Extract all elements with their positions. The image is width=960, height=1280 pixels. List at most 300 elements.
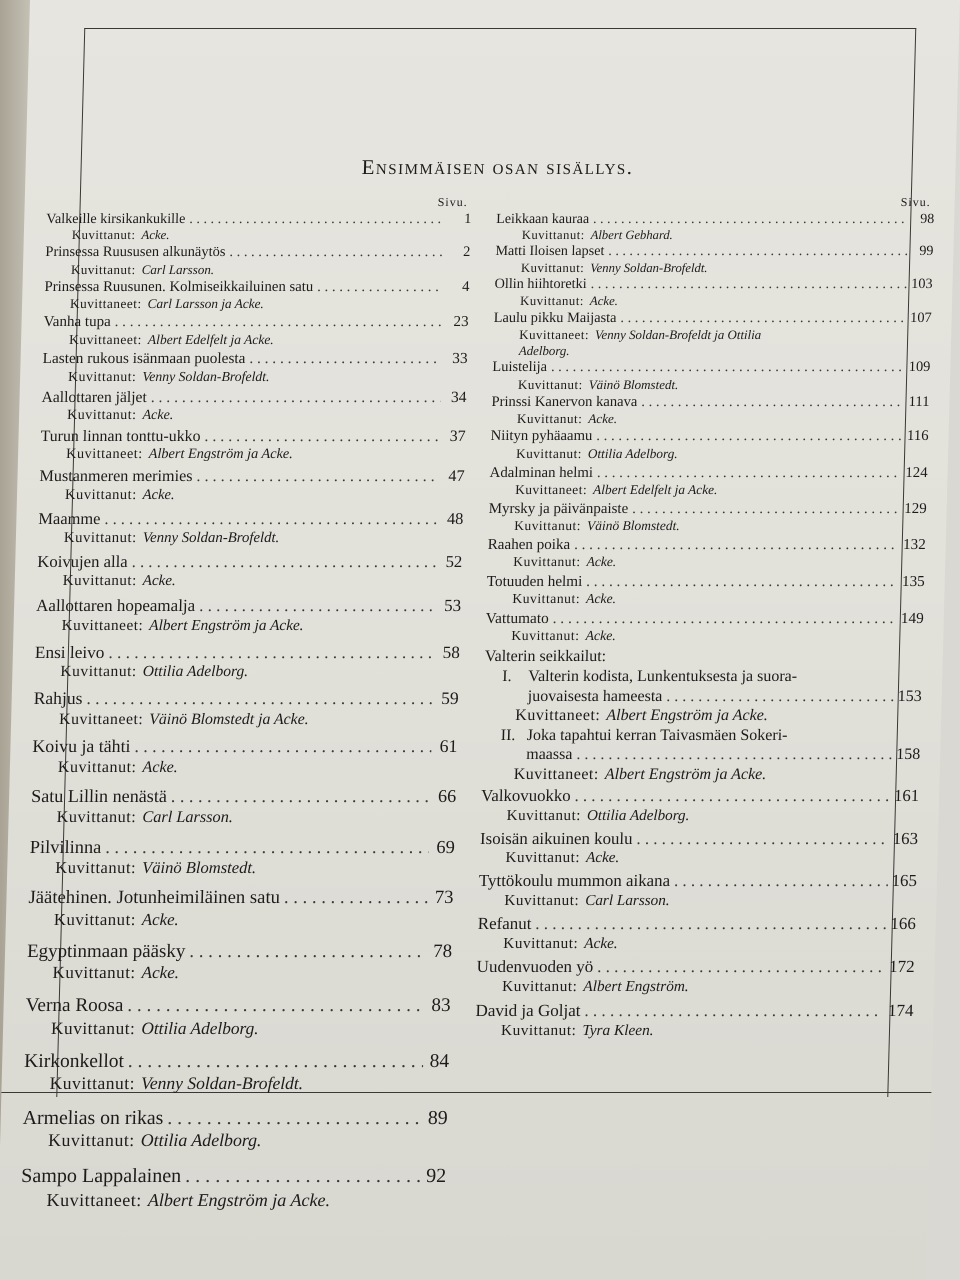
leader-dots bbox=[189, 211, 445, 228]
entry-title: Kirkonkellot bbox=[23, 1050, 125, 1072]
toc-entry bbox=[493, 310, 932, 359]
entry-title: Ensi leivo bbox=[34, 642, 105, 662]
illustrator-names: Albert Edelfelt ja Acke. bbox=[147, 331, 274, 347]
illustrator-label: Kuvittanut: bbox=[515, 446, 583, 462]
entry-title: Ollin hiihtoretki bbox=[494, 276, 587, 293]
illustrator-label: Kuvittanut: bbox=[70, 261, 136, 277]
illustrator-line bbox=[39, 487, 464, 505]
page-number: 129 bbox=[904, 500, 927, 517]
toc-entry bbox=[32, 736, 458, 777]
illustrator-names: Venny Soldan-Brofeldt. bbox=[142, 530, 280, 547]
entry-title: Isoisän aikuinen koulu bbox=[479, 828, 633, 848]
illustrator-names: Venny Soldan-Brofeldt. bbox=[142, 368, 270, 384]
entry-title: Egyptinmaan pääsky bbox=[26, 941, 186, 963]
illustrator-line bbox=[488, 518, 926, 534]
illustrator-label: Kuvittanut: bbox=[66, 406, 137, 423]
toc-entry bbox=[479, 828, 918, 868]
illustrator-label: Kuvittaneet: bbox=[69, 296, 142, 312]
illustrator-label: Kuvittanut: bbox=[514, 517, 582, 533]
entry-title: Koivu ja tähti bbox=[32, 736, 131, 756]
illustrator-names: Acke. bbox=[588, 411, 618, 427]
illustrator-label: Kuvittanut: bbox=[505, 849, 581, 867]
leader-dots bbox=[189, 940, 426, 963]
illustrator-line bbox=[496, 228, 934, 243]
illustrator-line bbox=[34, 663, 459, 682]
entry-title: Aallottaren hopeamalja bbox=[35, 596, 196, 616]
toc-entry bbox=[39, 467, 465, 504]
page-number: 59 bbox=[440, 688, 459, 709]
illustrator-line bbox=[486, 591, 924, 608]
illustrator-names: Albert Engström ja Acke. bbox=[147, 1189, 331, 1210]
illustrator-label: Kuvittanut: bbox=[47, 1130, 136, 1151]
leader-dots bbox=[105, 836, 429, 858]
page-number: 116 bbox=[906, 428, 929, 445]
illustrator-line bbox=[475, 1021, 914, 1040]
illustrator-label: Kuvittaneet: bbox=[61, 616, 144, 634]
illustrator-label: Kuvittanut: bbox=[517, 376, 583, 392]
page-number: 66 bbox=[437, 786, 457, 807]
entry-title: Adalminan helmi bbox=[489, 464, 594, 481]
entry-title: Armelias on rikas bbox=[22, 1107, 164, 1130]
illustrator-line bbox=[22, 1130, 448, 1152]
leader-dots bbox=[115, 313, 443, 331]
page-number: 172 bbox=[888, 957, 915, 977]
right-entry-list-b bbox=[475, 786, 920, 1040]
leader-dots bbox=[131, 552, 436, 572]
leader-dots bbox=[632, 500, 901, 518]
illustrator-line bbox=[499, 765, 920, 785]
leader-dots bbox=[199, 596, 435, 617]
sivu-header-left: Sivu. bbox=[437, 195, 468, 209]
leader-dots bbox=[86, 688, 433, 709]
illustrator-names: Acke. bbox=[142, 487, 175, 504]
page-number: 163 bbox=[892, 828, 919, 848]
illustrator-label: Kuvittaneet: bbox=[46, 1189, 143, 1210]
toc-entry bbox=[495, 243, 934, 276]
illustrator-line bbox=[41, 407, 466, 424]
illustrator-names: Acke. bbox=[585, 628, 616, 644]
toc-entry bbox=[26, 940, 452, 984]
entry-title: Uudenvuoden yö bbox=[476, 957, 594, 977]
leader-dots bbox=[151, 388, 441, 407]
page-number: 149 bbox=[900, 609, 925, 627]
page-number: 1 bbox=[463, 211, 472, 227]
leader-dots bbox=[535, 913, 887, 934]
leader-dots bbox=[641, 394, 904, 412]
toc-entry bbox=[38, 509, 464, 547]
leader-dots bbox=[196, 467, 439, 487]
illustrator-names: Albert Engström ja Acke. bbox=[148, 446, 294, 463]
illustrator-label: Kuvittanut: bbox=[503, 935, 579, 953]
illustrator-line bbox=[46, 228, 471, 244]
toc-entry bbox=[487, 536, 926, 571]
illustrator-label: Kuvittanut: bbox=[521, 228, 585, 243]
toc-entry bbox=[488, 500, 927, 535]
illustrator-names: Venny Soldan-Brofeldt. bbox=[590, 260, 708, 275]
page-number: 84 bbox=[429, 1050, 450, 1072]
illustrator-names: Acke. bbox=[141, 963, 180, 983]
entry-title: Vattumato bbox=[485, 609, 549, 627]
toc-entry bbox=[475, 1000, 914, 1040]
leader-dots bbox=[608, 243, 908, 260]
page-number: 69 bbox=[436, 836, 456, 857]
illustrator-names: Venny Soldan-Brofeldt. bbox=[140, 1073, 304, 1094]
toc-entry bbox=[44, 278, 470, 312]
illustrator-names: Acke. bbox=[141, 228, 170, 243]
page-number: 98 bbox=[920, 212, 935, 227]
page-number: 124 bbox=[905, 464, 928, 481]
leader-dots bbox=[593, 211, 909, 228]
illustrator-names: Carl Larsson. bbox=[141, 261, 215, 277]
illustrator-names: Acke. bbox=[589, 293, 619, 308]
entry-title: Tyttökoulu mummon aikana bbox=[478, 871, 671, 891]
illustrator-label: Kuvittanut: bbox=[500, 1021, 577, 1039]
illustrator-line bbox=[478, 891, 916, 910]
illustrator-names: Adelborg. bbox=[518, 342, 570, 358]
leader-dots bbox=[127, 994, 425, 1017]
illustrator-names: Ottilia Adelborg. bbox=[142, 662, 249, 680]
illustrator-line bbox=[501, 706, 922, 726]
entry-title: Verna Roosa bbox=[25, 995, 124, 1017]
page-number: 166 bbox=[890, 914, 917, 933]
entry-title: Leikkaan kauraa bbox=[496, 212, 590, 227]
page-number: 158 bbox=[896, 746, 921, 764]
toc-entry bbox=[490, 428, 929, 462]
entry-title: Koivujen alla bbox=[37, 551, 128, 571]
right-entry-list-a bbox=[485, 211, 934, 645]
toc-entry bbox=[496, 211, 935, 243]
illustrator-line bbox=[38, 529, 463, 547]
leader-dots bbox=[171, 785, 431, 807]
illustrator-names: Albert Engström. bbox=[583, 978, 689, 996]
part-number: I. bbox=[502, 668, 512, 685]
illustrator-line bbox=[495, 261, 933, 276]
page-number: 48 bbox=[446, 509, 464, 529]
toc-entry bbox=[25, 994, 451, 1039]
toc-entry bbox=[34, 642, 460, 682]
illustrator-label: Kuvittanut: bbox=[60, 662, 137, 680]
illustrator-label: Kuvittanut: bbox=[49, 1073, 136, 1094]
entry-title: Refanut bbox=[477, 914, 532, 933]
entry-title: Valkovuokko bbox=[480, 786, 571, 806]
page-number: 61 bbox=[439, 736, 458, 756]
entry-title: David ja Goljat bbox=[475, 1000, 581, 1020]
illustrator-line bbox=[45, 262, 470, 278]
page-number: 37 bbox=[449, 428, 466, 446]
leader-dots bbox=[574, 786, 890, 807]
toc-entry bbox=[29, 836, 455, 879]
illustrator-names: Väinö Blomstedt ja Acke. bbox=[149, 710, 309, 728]
toc-entry bbox=[492, 359, 931, 393]
illustrator-line bbox=[489, 482, 927, 498]
part-number: II. bbox=[500, 726, 516, 744]
illustrator-line bbox=[23, 1073, 449, 1094]
illustrator-line bbox=[476, 977, 915, 996]
page-number: 52 bbox=[445, 551, 463, 571]
illustrator-label: Kuvittaneet: bbox=[65, 446, 143, 463]
illustrator-label: Kuvittanut: bbox=[512, 591, 581, 607]
leader-dots bbox=[597, 956, 885, 977]
illustrator-line bbox=[490, 446, 928, 462]
entry-title: Maamme bbox=[38, 509, 101, 529]
toc-entry bbox=[491, 394, 930, 428]
entry-title: Valkeille kirsikankukille bbox=[46, 211, 186, 227]
illustrator-label: Kuvittanut: bbox=[55, 858, 137, 877]
illustrator-label: Kuvittanut: bbox=[511, 628, 580, 644]
entry-title: Mustanmeren merimies bbox=[39, 468, 193, 486]
illustrator-names: Ottilia Adelborg. bbox=[587, 446, 678, 462]
toc-entry bbox=[40, 427, 466, 464]
left-column bbox=[20, 195, 472, 1223]
entry-title: Sampo Lappalainen bbox=[20, 1165, 182, 1188]
illustrator-names: Acke. bbox=[585, 849, 620, 867]
page-number: 111 bbox=[908, 393, 930, 410]
toc-entry bbox=[30, 785, 456, 827]
page-number: 135 bbox=[901, 572, 926, 590]
illustrator-label: Kuvittaneet: bbox=[514, 481, 588, 497]
illustrator-names: Albert Engström ja Acke. bbox=[606, 707, 769, 725]
toc-entry bbox=[486, 573, 925, 608]
illustrator-line bbox=[479, 849, 917, 868]
entry-title: Luistelija bbox=[492, 359, 548, 376]
leader-dots bbox=[636, 828, 889, 849]
illustrator-line bbox=[35, 617, 460, 636]
page-number: 73 bbox=[434, 887, 454, 909]
leader-dots bbox=[590, 276, 906, 293]
toc-entry bbox=[33, 688, 459, 729]
page-number: 53 bbox=[443, 596, 462, 616]
illustrator-label: Kuvittaneet: bbox=[519, 327, 590, 343]
illustrator-label: Kuvittanut: bbox=[63, 530, 137, 547]
toc-entry bbox=[23, 1050, 449, 1095]
illustrator-label: Kuvittanut: bbox=[501, 978, 578, 996]
leader-dots bbox=[551, 359, 905, 377]
illustrator-line bbox=[43, 332, 468, 349]
toc-entry bbox=[494, 276, 933, 309]
illustrator-names: Acke. bbox=[584, 935, 618, 953]
leader-dots bbox=[552, 610, 897, 629]
entry-title: Turun linnan tonttu-ukko bbox=[40, 428, 201, 446]
valterin-entry bbox=[481, 647, 923, 784]
illustrator-label: Kuvittanut: bbox=[53, 910, 137, 929]
page-number: 109 bbox=[908, 359, 931, 376]
toc-entry bbox=[43, 313, 469, 348]
page-number: 161 bbox=[893, 786, 920, 806]
entry-title: Myrsky ja päivänpaiste bbox=[488, 500, 629, 517]
entry-title: Prinsessa Ruusunen. Kolmiseikkailuinen satu bbox=[44, 279, 314, 296]
illustrator-names: Acke. bbox=[142, 573, 176, 590]
illustrator-line bbox=[40, 446, 465, 463]
entry-title: Totuuden helmi bbox=[486, 572, 583, 590]
entry-title: Laulu pikku Maijasta bbox=[493, 309, 617, 326]
illustrator-names: Ottilia Adelborg. bbox=[140, 1130, 262, 1151]
illustrator-label: Kuvittaneet: bbox=[58, 710, 144, 728]
page-number: 83 bbox=[431, 995, 451, 1017]
illustrator-label: Kuvittaneet: bbox=[513, 765, 600, 783]
illustrator-names: Väinö Blomstedt. bbox=[586, 517, 680, 533]
illustrator-line bbox=[494, 294, 932, 310]
part-title-line: Valterin kodista, Lunkentuksesta ja suora- bbox=[528, 668, 798, 685]
entry-title: Jäätehinen. Jotunheimiläinen satu bbox=[28, 887, 281, 909]
leader-dots bbox=[574, 536, 899, 554]
illustrator-line bbox=[42, 369, 467, 386]
illustrator-label: Kuvittanut: bbox=[513, 554, 581, 570]
illustrator-line bbox=[485, 628, 923, 645]
toc-entry bbox=[46, 211, 472, 244]
illustrator-line bbox=[493, 327, 931, 343]
leader-dots bbox=[674, 870, 888, 891]
illustrator-names: Albert Engström ja Acke. bbox=[604, 765, 767, 783]
leader-dots bbox=[586, 573, 898, 592]
entry-title: Prinssi Kanervon kanava bbox=[491, 393, 638, 410]
illustrator-label: Kuvittanut: bbox=[57, 758, 137, 776]
leader-dots bbox=[597, 464, 902, 482]
part-title-line: Joka tapahtui kerran Taivasmäen Sokeri- bbox=[526, 726, 788, 744]
leader-dots bbox=[185, 1164, 421, 1188]
illustrator-line bbox=[33, 710, 459, 729]
illustrator-names: Ottilia Adelborg. bbox=[586, 808, 690, 825]
valterin-part-2 bbox=[481, 726, 921, 785]
illustrator-label: Kuvittanut: bbox=[67, 368, 137, 384]
illustrator-label: Kuvittanut: bbox=[506, 808, 582, 825]
illustrator-names: Acke. bbox=[142, 406, 174, 423]
illustrator-names: Albert Engström ja Acke. bbox=[149, 616, 304, 634]
entry-title: Matti Iloisen lapset bbox=[495, 243, 605, 260]
leader-dots bbox=[284, 887, 428, 910]
leader-dots bbox=[666, 687, 894, 707]
illustrator-label: Kuvittanut: bbox=[52, 963, 136, 983]
illustrator-line bbox=[25, 1018, 451, 1039]
illustrator-names: Tyra Kleen. bbox=[582, 1021, 654, 1039]
illustrator-names: Acke. bbox=[586, 554, 617, 570]
illustrator-line bbox=[30, 807, 456, 827]
illustrator-label: Kuvittanut: bbox=[504, 892, 580, 910]
entry-title: Rahjus bbox=[33, 688, 83, 709]
page-number: 174 bbox=[887, 1000, 914, 1020]
part-title-line: juovaisesta hameesta bbox=[527, 687, 663, 705]
illustrator-names: Acke. bbox=[142, 758, 178, 776]
page-number: 92 bbox=[425, 1165, 447, 1188]
leader-dots bbox=[229, 244, 444, 262]
toc-entry bbox=[35, 596, 461, 635]
illustrator-line bbox=[480, 807, 918, 826]
illustrator-label: Kuvittanut: bbox=[519, 293, 585, 308]
illustrator-names: Ottilia Adelborg. bbox=[141, 1018, 259, 1038]
illustrator-label: Kuvittanut: bbox=[62, 573, 137, 590]
toc-entry bbox=[476, 956, 915, 996]
toc-entry bbox=[42, 350, 468, 385]
page-number: 23 bbox=[453, 314, 469, 331]
illustrator-line bbox=[20, 1189, 446, 1211]
illustrator-names: Carl Larsson. bbox=[584, 892, 670, 910]
entry-title: Pilvilinna bbox=[29, 836, 102, 857]
illustrator-line bbox=[492, 377, 930, 393]
leader-dots bbox=[249, 350, 442, 369]
page-title: Ensimmäisen osan sisällys. bbox=[361, 155, 634, 179]
page-number: 153 bbox=[897, 687, 922, 705]
illustrator-line bbox=[28, 910, 454, 931]
page-number: 78 bbox=[432, 941, 453, 963]
entry-title: Satu Lillin nenästä bbox=[30, 786, 168, 807]
leader-dots bbox=[108, 642, 434, 663]
leader-dots bbox=[167, 1106, 422, 1130]
illustrator-names: Acke. bbox=[585, 591, 617, 607]
part-title-line: maassa bbox=[526, 746, 573, 764]
illustrator-label: Kuvittanut: bbox=[71, 228, 136, 243]
illustrator-label: Kuvittanut: bbox=[64, 487, 137, 504]
illustrator-label: Kuvittanut: bbox=[520, 260, 585, 275]
leader-dots bbox=[576, 745, 892, 765]
illustrator-label: Kuvittanut: bbox=[516, 411, 583, 427]
illustrator-label: Kuvittaneet: bbox=[515, 707, 601, 725]
page-number: 2 bbox=[462, 243, 471, 260]
illustrator-names: Venny Soldan-Brofeldt ja Ottilia bbox=[594, 327, 762, 343]
illustrator-label: Kuvittanut: bbox=[50, 1018, 136, 1038]
toc-entry bbox=[20, 1164, 446, 1211]
leader-dots bbox=[620, 310, 906, 328]
page-number: 47 bbox=[448, 468, 465, 486]
right-column bbox=[475, 195, 935, 1044]
illustrator-line bbox=[491, 411, 929, 427]
valterin-part-1 bbox=[483, 667, 923, 726]
leader-dots bbox=[596, 428, 903, 446]
entry-title: Vanha tupa bbox=[43, 314, 111, 331]
toc-entry bbox=[41, 388, 467, 424]
entry-title: Prinsessa Ruususen alkunäytös bbox=[45, 243, 226, 260]
illustrator-names: Acke. bbox=[141, 910, 180, 929]
toc-entry bbox=[489, 464, 928, 498]
page-number: 99 bbox=[919, 243, 934, 260]
illustrator-line bbox=[37, 572, 462, 590]
illustrator-line bbox=[26, 963, 452, 984]
leader-dots bbox=[104, 509, 437, 529]
illustrator-line bbox=[29, 858, 455, 878]
illustrator-line bbox=[493, 343, 931, 359]
page-number: 58 bbox=[442, 642, 461, 662]
entry-title: Lasten rukous isänmaan puolesta bbox=[42, 350, 246, 368]
sivu-header-right: Sivu. bbox=[900, 195, 931, 209]
entry-title: Raahen poika bbox=[487, 536, 571, 553]
illustrator-line bbox=[32, 758, 458, 778]
toc-entry bbox=[485, 610, 924, 645]
leader-dots bbox=[317, 278, 444, 296]
left-entry-list bbox=[20, 211, 471, 1211]
toc-entry bbox=[28, 887, 454, 930]
illustrator-label: Kuvittanut: bbox=[56, 807, 137, 827]
entry-title: Aallottaren jäljet bbox=[41, 388, 148, 406]
page-number: 165 bbox=[891, 871, 918, 891]
illustrator-names: Väinö Blomstedt. bbox=[141, 858, 257, 877]
page-number: 132 bbox=[902, 536, 926, 553]
toc-entry bbox=[22, 1106, 448, 1152]
illustrator-names: Albert Gebhard. bbox=[590, 228, 673, 243]
leader-dots bbox=[584, 1000, 884, 1021]
illustrator-names: Väinö Blomstedt. bbox=[588, 376, 679, 392]
valterin-heading: Valterin seikkailut: bbox=[484, 648, 607, 666]
illustrator-names: Carl Larsson ja Acke. bbox=[147, 296, 265, 312]
toc-entry bbox=[478, 870, 917, 910]
toc-entry bbox=[477, 913, 916, 953]
page-number: 34 bbox=[450, 388, 467, 406]
leader-dots bbox=[128, 1050, 424, 1074]
illustrator-names: Albert Edelfelt ja Acke. bbox=[592, 481, 718, 497]
illustrator-label: Kuvittaneet: bbox=[68, 331, 143, 347]
page-number: 107 bbox=[909, 309, 932, 326]
page-number: 4 bbox=[461, 279, 470, 296]
illustrator-line bbox=[44, 296, 469, 312]
page-number: 33 bbox=[452, 350, 468, 368]
illustrator-names: Carl Larsson. bbox=[142, 807, 234, 827]
